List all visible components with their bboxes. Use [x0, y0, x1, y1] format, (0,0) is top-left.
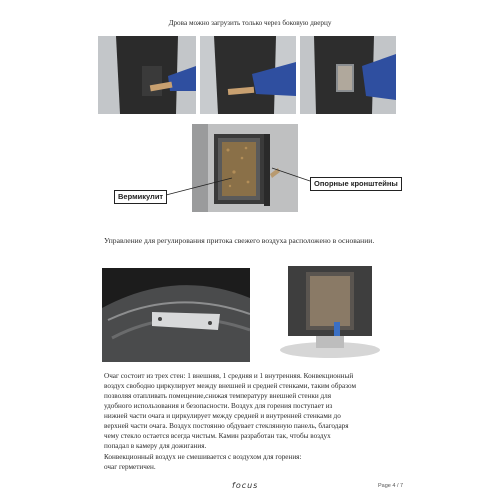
- description-line: воздух свободно циркулирует между внешней и средней стенками, таким образом: [104, 382, 356, 390]
- loading-caption: Дрова можно загрузить только через боковую дверцу: [168, 19, 332, 27]
- description-line: нижней части очага и циркулирует между средней и внутренней стенками до: [104, 412, 341, 420]
- support-brackets-callout: Опорные кронштейны: [310, 177, 402, 191]
- description-line: верхней части очага. Воздух постоянно обдувает стеклянную панель, благодаря: [104, 422, 349, 430]
- note-line: очаг герметичен.: [104, 463, 156, 471]
- sealed-note-paragraph: [104, 452, 404, 472]
- description-line: попадал в камеру для дожигания.: [104, 442, 207, 450]
- air-control-lever-photo: [102, 268, 250, 362]
- vermiculite-callout: Вермикулит: [114, 190, 167, 204]
- air-control-caption: Управление для регулирования притока свежего воздуха расположено в основании.: [104, 236, 375, 245]
- description-line: позволяя отапливать помещение,снижая температуру внешней стенки для: [104, 392, 332, 400]
- description-line: удобного использования и безопасности. Воздух для горения поступает из: [104, 402, 333, 410]
- brand-logo: focus: [232, 481, 259, 490]
- fireplace-base-photo: [272, 266, 382, 362]
- description-paragraph: [104, 371, 404, 451]
- page-number: Page 4 / 7: [378, 483, 404, 489]
- note-line: Конвекционный воздух не смешивается с воздухом для горения:: [104, 453, 302, 461]
- description-line: Очаг состоит из трех стен: 1 внешняя, 1 средняя и 1 внутренняя. Конвекционный: [104, 372, 354, 380]
- description-line: чему стекло остается всегда чистым. Камин разработан так, чтобы воздух: [104, 432, 331, 440]
